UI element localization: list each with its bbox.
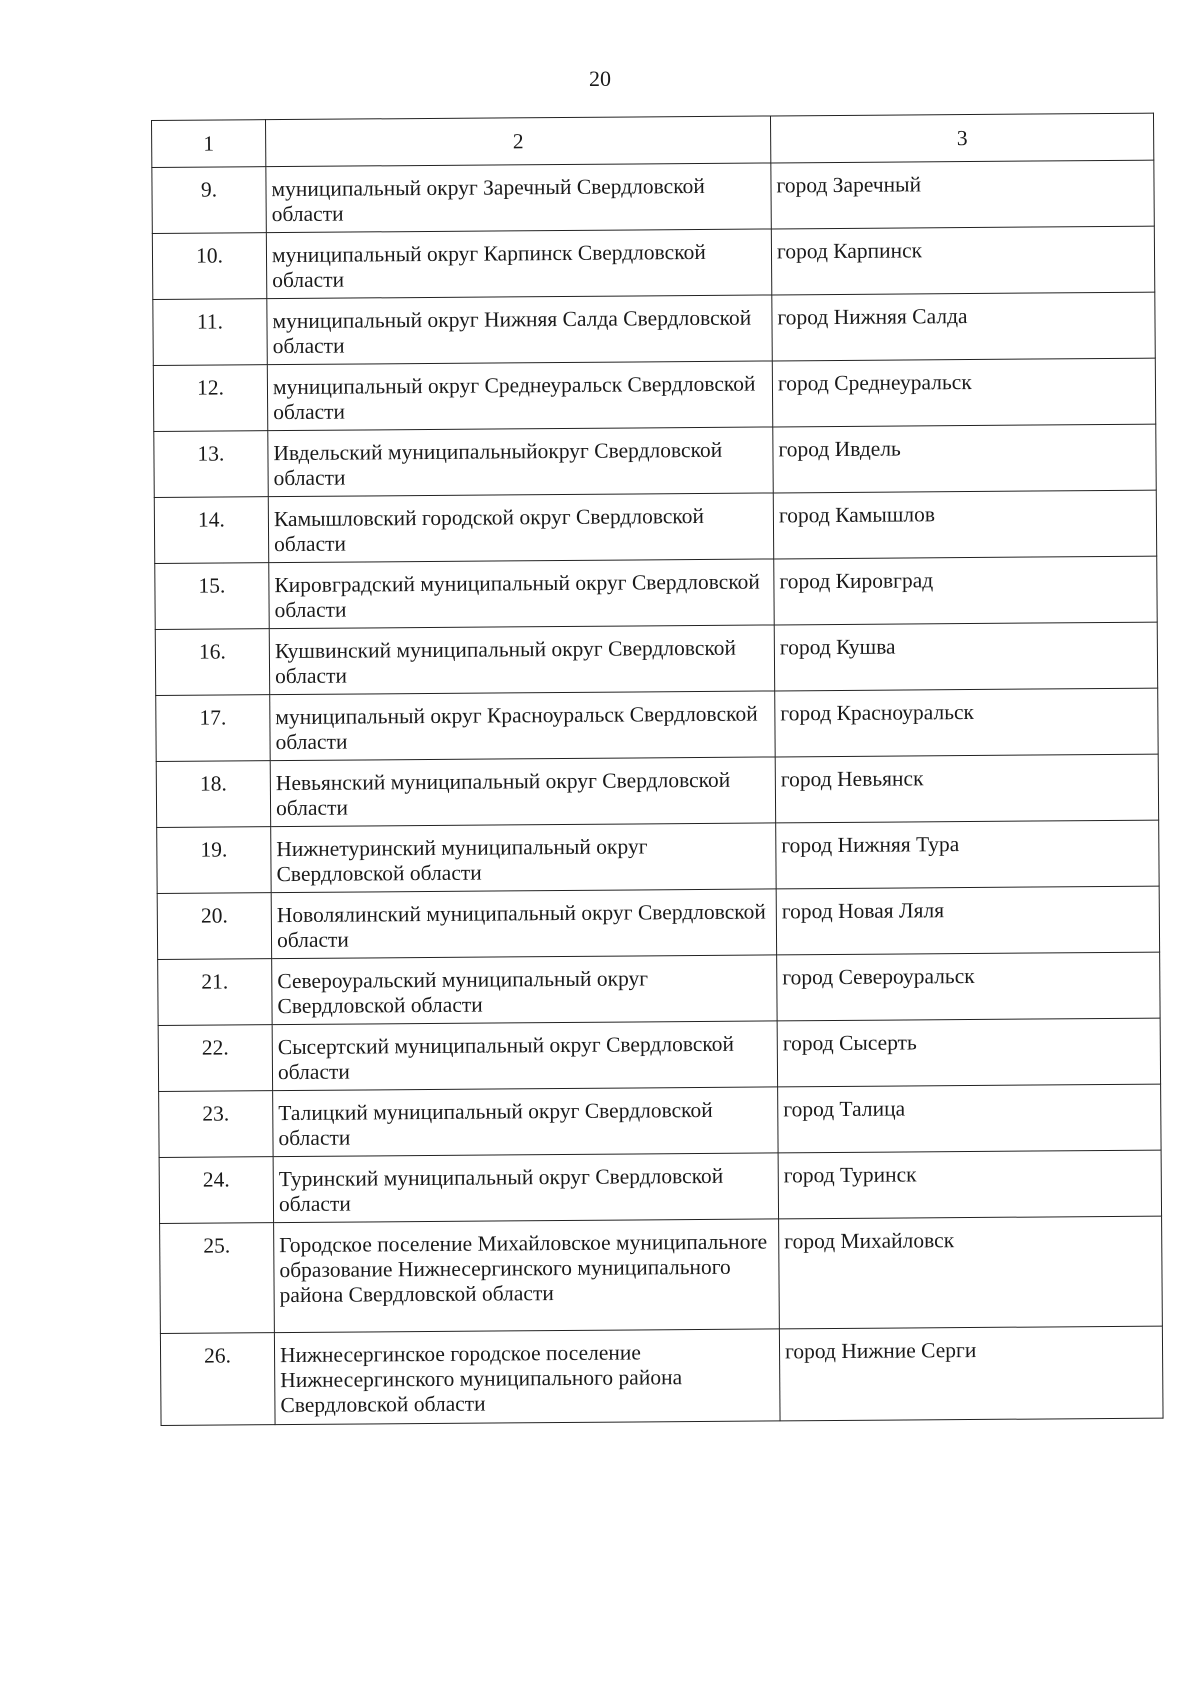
administrative-center-cell: город Карпинск xyxy=(771,226,1154,295)
municipality-name-cell: Камышловский городской округ Свердловской области xyxy=(268,493,773,563)
table-row xyxy=(157,886,1159,959)
row-number-cell: 19. xyxy=(157,827,271,894)
administrative-center-cell: город Новая Ляля xyxy=(776,886,1159,955)
row-number-cell: 22. xyxy=(158,1025,272,1092)
municipality-name-cell: муниципальный округ Нижняя Салда Свердловской области xyxy=(267,295,772,365)
row-number-cell: 18. xyxy=(156,761,270,828)
page-number: 20 xyxy=(589,66,611,91)
row-number-cell: 24. xyxy=(159,1157,273,1224)
municipality-name-cell: Североуральский муниципальный округ Свердловской области xyxy=(272,955,777,1025)
table-header-row xyxy=(152,113,1154,167)
table-row xyxy=(152,160,1154,233)
administrative-center-cell: город Кушва xyxy=(774,622,1157,691)
table-row xyxy=(156,754,1158,827)
municipality-name-cell: Нижнесергинское городское поселение Нижнесергинского муниципального района Свердловской области xyxy=(274,1329,780,1425)
row-number-cell: 16. xyxy=(155,629,269,696)
administrative-center-cell: город Североуральск xyxy=(777,952,1160,1021)
row-number-cell: 10. xyxy=(152,233,266,300)
row-number-cell: 21. xyxy=(158,959,272,1026)
row-number-cell: 15. xyxy=(155,563,269,630)
municipality-name-cell: Туринский муниципальный округ Свердловской области xyxy=(273,1153,778,1223)
municipality-name-cell: Городское поселение Михайловское муниципальнore образование Нижнесергинского муниципального района Свердловской области xyxy=(274,1219,780,1333)
row-number-cell: 12. xyxy=(153,365,267,432)
municipality-name-cell: муниципальный округ Заречный Свердловской области xyxy=(266,163,771,233)
administrative-center-cell: город Нижняя Салда xyxy=(772,292,1155,361)
administrative-center-cell: город Туринск xyxy=(778,1150,1161,1219)
administrative-center-cell: город Красноуральск xyxy=(775,688,1158,757)
table-row xyxy=(158,952,1160,1025)
row-number-cell: 9. xyxy=(152,167,266,234)
table-row xyxy=(153,292,1155,365)
table-row xyxy=(159,1084,1161,1157)
municipality-name-cell: муниципальный округ Карпинск Свердловской области xyxy=(266,229,771,299)
municipality-name-cell: Кировградский муниципальный округ Свердловской области xyxy=(269,559,774,629)
administrative-center-cell: город Ивдель xyxy=(773,424,1156,493)
table-row xyxy=(155,556,1157,629)
table-row xyxy=(160,1326,1163,1425)
table-row xyxy=(160,1216,1163,1333)
administrative-center-cell: город Среднеуральск xyxy=(772,358,1155,427)
table-row xyxy=(157,820,1159,893)
row-number-cell: 23. xyxy=(159,1091,273,1158)
column-header-number: 1 xyxy=(152,120,266,168)
table-row xyxy=(155,622,1157,695)
row-number-cell: 13. xyxy=(154,431,268,498)
administrative-center-cell: город Заречный xyxy=(771,160,1154,229)
municipality-name-cell: Невьянский муниципальный округ Свердловской области xyxy=(270,757,775,827)
table-row xyxy=(158,1018,1160,1091)
municipality-name-cell: муниципальный округ Среднеуральск Свердловской области xyxy=(267,361,772,431)
row-number-cell: 17. xyxy=(156,695,270,762)
municipalities-table xyxy=(151,113,1164,1426)
municipality-name-cell: Новолялинский муниципальный округ Свердловской области xyxy=(271,889,776,959)
municipality-name-cell: Талицкий муниципальный округ Свердловской области xyxy=(273,1087,778,1157)
municipality-name-cell: Кушвинский муниципальный округ Свердловской области xyxy=(269,625,774,695)
administrative-center-cell: город Михайловск xyxy=(779,1216,1163,1329)
municipality-name-cell: Ивдельский муниципальныйокруг Свердловской области xyxy=(268,427,773,497)
municipality-name-cell: Нижнетуринский муниципальный округ Свердловской области xyxy=(271,823,776,893)
administrative-center-cell: город Невьянск xyxy=(775,754,1158,823)
column-header-city: 3 xyxy=(770,113,1153,163)
row-number-cell: 11. xyxy=(153,299,267,366)
administrative-center-cell: город Нижние Серги xyxy=(779,1326,1163,1421)
administrative-center-cell: город Нижняя Тура xyxy=(776,820,1159,889)
municipality-name-cell: муниципальный округ Красноуральск Свердловской области xyxy=(270,691,775,761)
table-row xyxy=(153,358,1155,431)
column-header-municipality: 2 xyxy=(266,116,771,167)
table-row xyxy=(159,1150,1161,1223)
administrative-center-cell: город Сысерть xyxy=(777,1018,1160,1087)
administrative-center-cell: город Камышлов xyxy=(773,490,1156,559)
row-number-cell: 25. xyxy=(160,1223,275,1334)
table-row xyxy=(154,424,1156,497)
row-number-cell: 26. xyxy=(160,1333,275,1426)
table-row xyxy=(154,490,1156,563)
administrative-center-cell: город Талица xyxy=(778,1084,1161,1153)
municipality-name-cell: Сысертский муниципальный округ Свердловской области xyxy=(272,1021,777,1091)
administrative-center-cell: город Кировград xyxy=(774,556,1157,625)
row-number-cell: 14. xyxy=(154,497,268,564)
row-number-cell: 20. xyxy=(157,893,271,960)
table-row xyxy=(156,688,1158,761)
table-row xyxy=(152,226,1154,299)
